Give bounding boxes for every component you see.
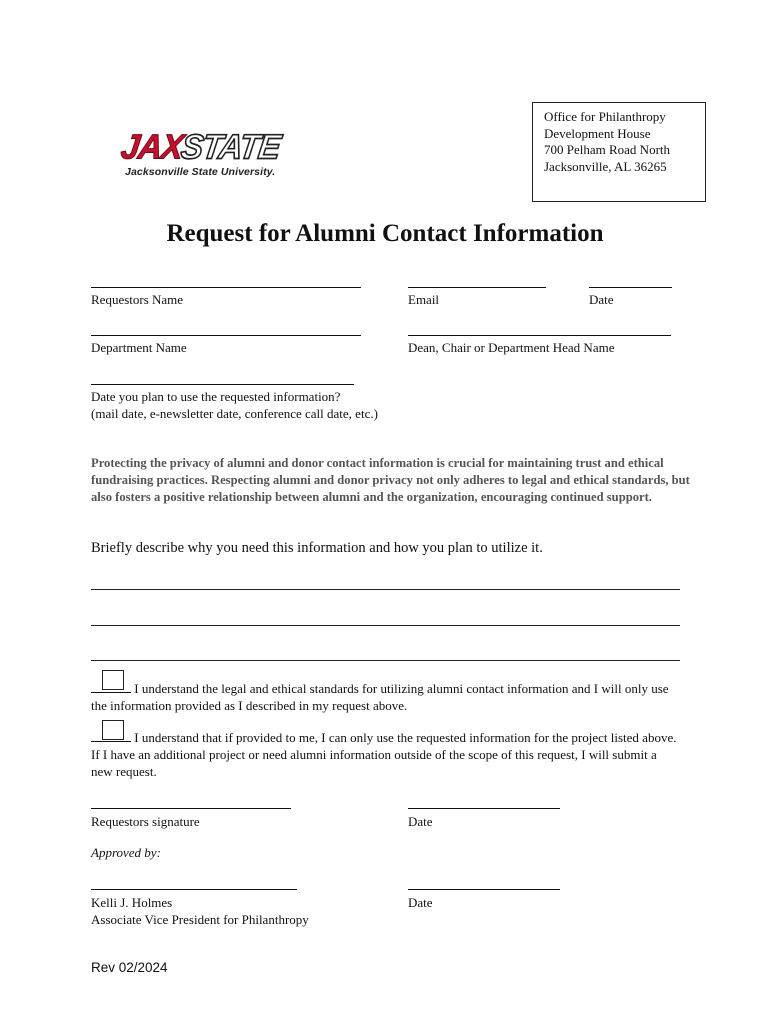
department-name-line[interactable] bbox=[91, 335, 361, 336]
requestor-signature-label: Requestors signature bbox=[91, 814, 200, 829]
revision-label: Rev 02/2024 bbox=[91, 960, 168, 975]
dean-chair-line[interactable] bbox=[408, 335, 671, 336]
ack-2-text-block bbox=[91, 729, 681, 780]
ack-2-blank bbox=[91, 731, 131, 742]
requestor-signature-line[interactable] bbox=[91, 808, 291, 809]
email-label: Email bbox=[408, 292, 440, 307]
approver-signature-line[interactable] bbox=[91, 889, 297, 890]
plan-date-hint: (mail date, e-newsletter date, conference call date, etc.) bbox=[91, 406, 378, 421]
plan-date-label: Date you plan to use the requested information? bbox=[91, 389, 341, 404]
address-line-1: Office for Philanthropy bbox=[544, 109, 666, 124]
address-line-3: 700 Pelham Road North bbox=[544, 142, 671, 157]
dean-chair-label: Dean, Chair or Department Head Name bbox=[408, 340, 615, 355]
ack-1-text-block bbox=[91, 680, 681, 714]
requestor-name-label: Requestors Name bbox=[91, 292, 184, 307]
logo-university-name: Jacksonville State University. bbox=[125, 166, 276, 178]
logo-state-text: STATE bbox=[178, 126, 283, 166]
privacy-statement: Protecting the privacy of alumni and donor contact information is crucial for maintaining trust and ethical fundraising practices. Respecting alumni and donor privacy not only adheres to legal and ethical standards, but also fosters a positive relationship between alumni and the organization, encouraging continued support. bbox=[91, 456, 690, 504]
signature-date-line[interactable] bbox=[408, 808, 560, 809]
approval-date-line[interactable] bbox=[408, 889, 560, 890]
department-name-label: Department Name bbox=[91, 340, 187, 355]
ack-1-blank bbox=[91, 682, 131, 693]
approval-date-label: Date bbox=[408, 895, 433, 910]
approver-name: Kelli J. Holmes bbox=[91, 895, 173, 910]
description-line-3[interactable] bbox=[91, 660, 680, 661]
address-line-2: Development House bbox=[544, 125, 651, 141]
description-line-1[interactable] bbox=[91, 589, 680, 590]
ack-1-text: I understand the legal and ethical standards for utilizing alumni contact information and I will only use the information provided as I described in my request above. bbox=[91, 681, 669, 713]
date-label: Date bbox=[589, 292, 614, 307]
describe-prompt: Briefly describe why you need this information and how you plan to utilize it. bbox=[91, 540, 543, 556]
address-line-4: Jacksonville, AL 36265 bbox=[544, 158, 667, 174]
plan-date-line[interactable] bbox=[91, 384, 354, 385]
email-line[interactable] bbox=[408, 287, 546, 288]
requestor-name-line[interactable] bbox=[91, 287, 361, 288]
address-box bbox=[532, 102, 706, 202]
approved-by-label: Approved by: bbox=[91, 845, 161, 860]
approver-role: Associate Vice President for Philanthropy bbox=[91, 912, 309, 927]
jax-state-logo bbox=[118, 126, 287, 184]
date-line[interactable] bbox=[589, 287, 672, 288]
description-line-2[interactable] bbox=[91, 625, 680, 626]
page-title: Request for Alumni Contact Information bbox=[166, 220, 604, 247]
logo-jax-text: JAX bbox=[118, 126, 186, 166]
signature-date-label: Date bbox=[408, 814, 433, 829]
ack-2-text: I understand that if provided to me, I can only use the requested information for the project listed above. If I have an additional project or need alumni information outside of the scope of this request, I will submit a new request. bbox=[91, 730, 677, 779]
